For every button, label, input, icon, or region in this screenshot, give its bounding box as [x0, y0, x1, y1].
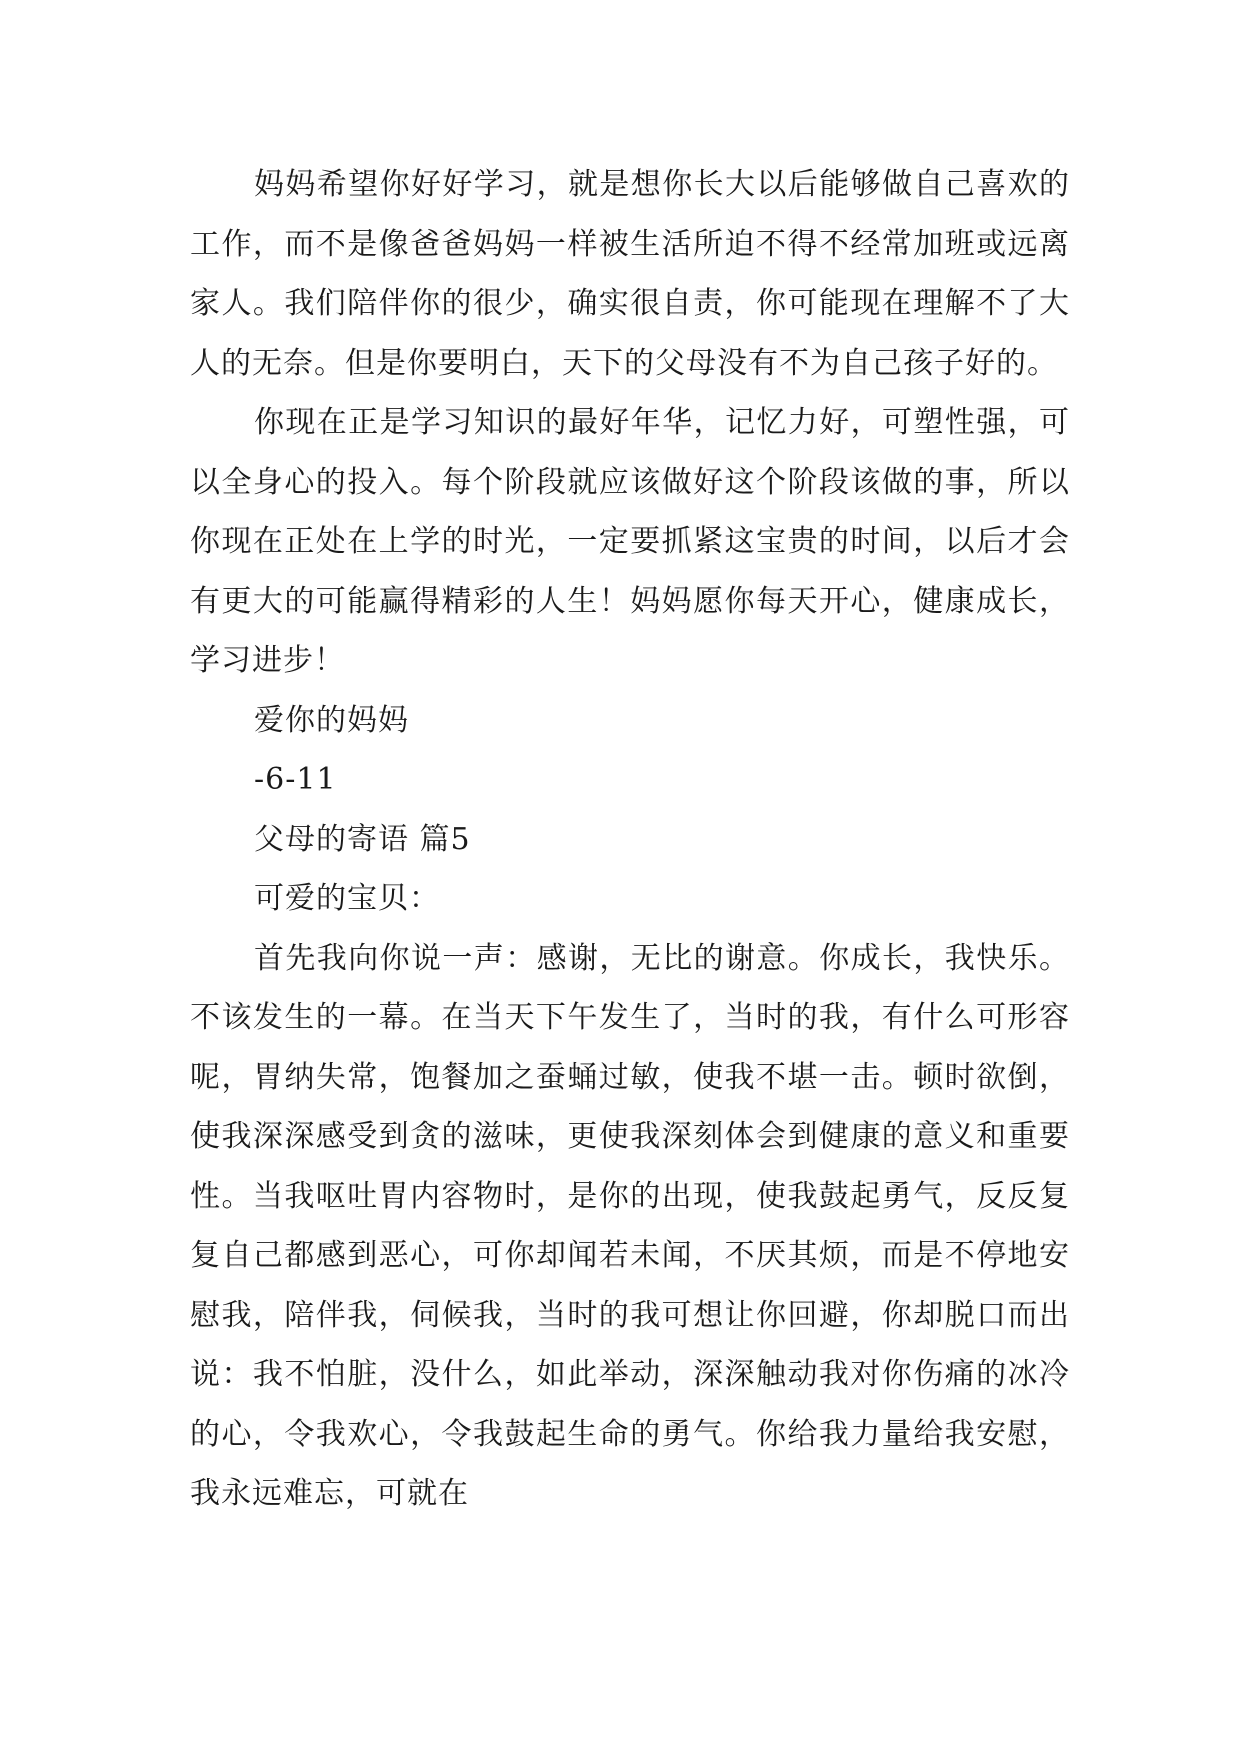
paragraph-best-years: 你现在正是学习知识的最好年华，记忆力好，可塑性强，可以全身心的投入。每个阶段就应该做好这个阶段该做的事，所以你现在正处在上学的时光，一定要抓紧这宝贵的时间，以后才会有更大的可能赢得精彩的人生！妈妈愿你每天开心，健康成长，学习进步！: [190, 405, 1070, 678]
paragraph-study-hope: 妈妈希望你好好学习，就是想你长大以后能够做自己喜欢的工作，而不是像爸爸妈妈一样被生活所迫不得不经常加班或远离家人。我们陪伴你的很少，确实很自责，你可能现在理解不了大人的无奈。但是你要明白，天下的父母没有不为自己孩子好的。: [190, 167, 1070, 381]
signature-line: 爱你的妈妈: [254, 702, 409, 738]
date-line: -6-11: [254, 762, 337, 797]
paragraph-gratitude: 首先我向你说一声：感谢，无比的谢意。你成长，我快乐。不该发生的一幕。在当天下午发生了，当时的我，有什么可形容呢，胃纳失常，饱餐加之蚕蛹过敏，使我不堪一击。顿时欲倒，使我深深感受到贪的滋味，更使我深刻体会到健康的意义和重要性。当我呕吐胃内容物时，是你的出现，使我鼓起勇气，反反复复自己都感到恶心，可你却闻若未闻，不厌其烦，而是不停地安慰我，陪伴我，伺候我，当时的我可想让你回避，你却脱口而出说：我不怕脏，没什么，如此举动，深深触动我对你伤痛的冰冷的心，令我欢心，令我鼓起生命的勇气。你给我力量给我安慰，我永远难忘，可就在: [190, 940, 1070, 1511]
salutation: 可爱的宝贝：: [254, 881, 440, 916]
section-heading: 父母的寄语 篇5: [254, 821, 471, 857]
document-body: [190, 155, 1070, 1524]
